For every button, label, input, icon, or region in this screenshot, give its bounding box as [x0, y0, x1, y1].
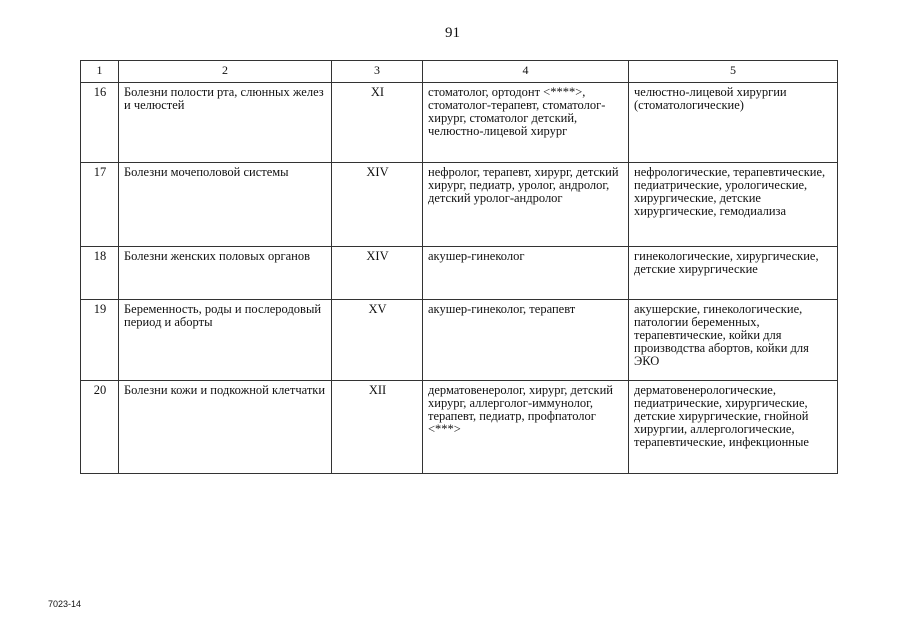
disease-table: [80, 60, 838, 474]
table-row: [81, 163, 838, 247]
disease-name: Болезни полости рта, слюнных желез и челюстей: [119, 83, 332, 163]
document-code: 7023-14: [48, 599, 82, 609]
table-row: [81, 83, 838, 163]
header-col-1: 1: [81, 61, 119, 83]
disease-class: XII: [332, 381, 423, 474]
specialists: стоматолог, ортодонт <****>, стоматолог-терапевт, стоматолог-хирург, стоматолог детский, челюстно-лицевой хирург: [423, 83, 629, 163]
bed-profiles: дерматовенерологические, педиатрические, хирургические, детские хирургические, гнойной хирургии, аллергологические, терапевтические, инфекционные: [629, 381, 838, 474]
disease-name: Беременность, роды и послеродовый период и аборты: [119, 300, 332, 381]
table-row: [81, 247, 838, 300]
specialists: нефролог, терапевт, хирург, детский хирург, педиатр, уролог, андролог, детский уролог-андролог: [423, 163, 629, 247]
row-number: 19: [81, 300, 119, 381]
specialists: акушер-гинеколог: [423, 247, 629, 300]
specialists: акушер-гинеколог, терапевт: [423, 300, 629, 381]
table-row: [81, 381, 838, 474]
header-col-2: 2: [119, 61, 332, 83]
disease-name: Болезни женских половых органов: [119, 247, 332, 300]
disease-class: XV: [332, 300, 423, 381]
specialists: дерматовенеролог, хирург, детский хирург, аллерголог-иммунолог, терапевт, педиатр, профпатолог <***>: [423, 381, 629, 474]
bed-profiles: челюстно-лицевой хирургии (стоматологические): [629, 83, 838, 163]
header-row: [81, 61, 838, 83]
header-col-5: 5: [629, 61, 838, 83]
disease-class: XIV: [332, 163, 423, 247]
row-number: 20: [81, 381, 119, 474]
bed-profiles: нефрологические, терапевтические, педиатрические, урологические, хирургические, детские хирургические, гемодиализа: [629, 163, 838, 247]
table-header: [81, 61, 838, 83]
row-number: 16: [81, 83, 119, 163]
disease-name: Болезни кожи и подкожной клетчатки: [119, 381, 332, 474]
header-col-3: 3: [332, 61, 423, 83]
disease-name: Болезни мочеполовой системы: [119, 163, 332, 247]
table-row: [81, 300, 838, 381]
disease-class: XIV: [332, 247, 423, 300]
page-number: 91: [445, 25, 460, 41]
disease-class: XI: [332, 83, 423, 163]
row-number: 18: [81, 247, 119, 300]
header-col-4: 4: [423, 61, 629, 83]
row-number: 17: [81, 163, 119, 247]
bed-profiles: гинекологические, хирургические, детские хирургические: [629, 247, 838, 300]
bed-profiles: акушерские, гинекологические, патологии беременных, терапевтические, койки для производства абортов, койки для ЭКО: [629, 300, 838, 381]
